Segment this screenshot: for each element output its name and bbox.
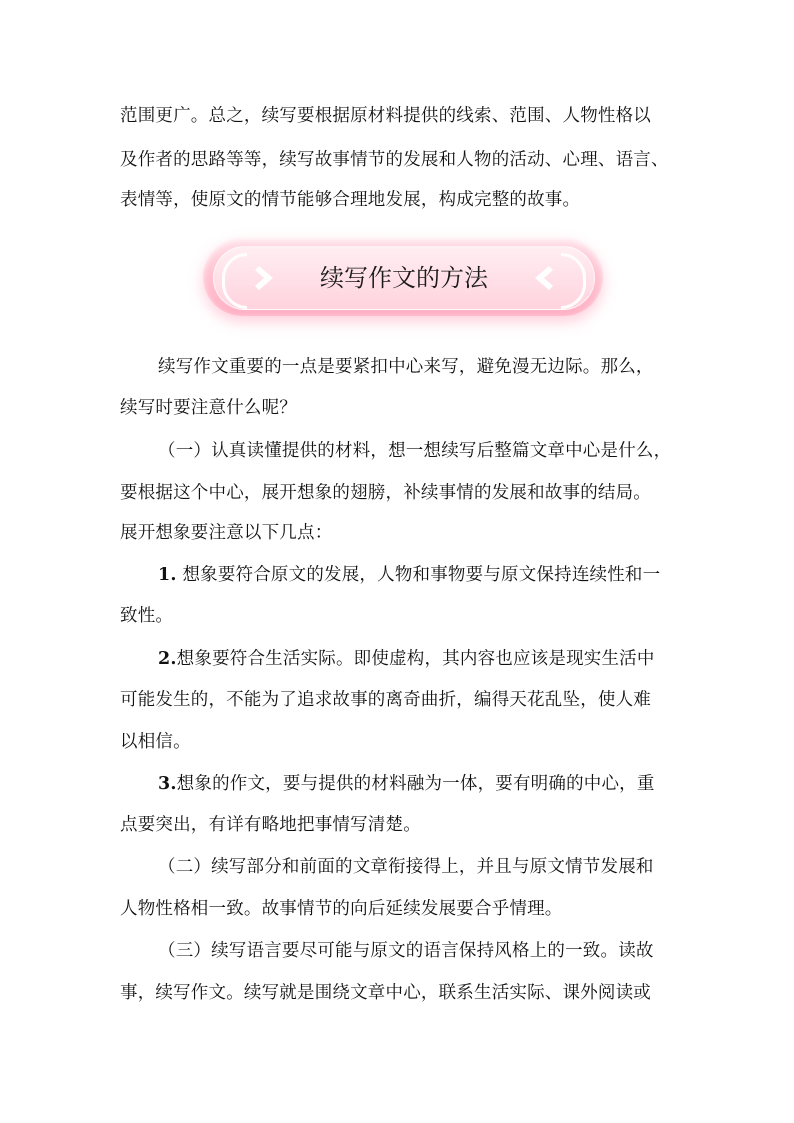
section-banner xyxy=(203,238,603,316)
banner-inner xyxy=(213,246,595,310)
p3-line-2: 人物性格相一致。故事情节的向后延续发展要合乎情理。 xyxy=(120,899,563,919)
intro-line-3: 表情等，使原文的情节能够合理地发展，构成完整的故事。 xyxy=(120,190,581,210)
item3-line-1 xyxy=(158,770,655,798)
p2-line-2: 要根据这个中心，展开想象的翅膀，补续事情的发展和故事的结局。 xyxy=(120,483,651,503)
item2-text: 想象要符合生活实际。即使虚构，其内容也应该是现实生活中 xyxy=(176,649,655,669)
item3-text: 想象的作文，要与提供的材料融为一体，要有明确的中心，重 xyxy=(176,774,655,794)
section-title: 续写作文的方法 xyxy=(320,264,488,292)
p1-line-2: 续写时要注意什么呢？ xyxy=(120,398,297,418)
p2-line-3: 展开想象要注意以下几点： xyxy=(120,523,333,543)
p4-line-1: （三）续写语言要尽可能与原文的语言保持风格上的一致。读故 xyxy=(158,941,654,961)
item2-line-1 xyxy=(158,645,655,673)
item3-number: 3. xyxy=(158,774,177,794)
p2-line-1: （一）认真读懂提供的材料，想一想续写后整篇文章中心是什么， xyxy=(158,441,672,461)
item2-line-2: 可能发生的，不能为了追求故事的离奇曲折，编得天花乱坠，使人难 xyxy=(120,690,651,710)
intro-line-2: 及作者的思路等等，续写故事情节的发展和人物的活动、心理、语言、 xyxy=(120,150,669,170)
item2-line-3: 以相信。 xyxy=(120,732,191,752)
p4-line-2: 事，续写作文。续写就是围绕文章中心，联系生活实际、课外阅读或 xyxy=(120,983,651,1003)
item1-line-2: 致性。 xyxy=(120,606,174,626)
p3-line-1: （二）续写部分和前面的文章衔接得上，并且与原文情节发展和 xyxy=(158,857,654,877)
p1-line-1: 续写作文重要的一点是要紧扣中心来写，避免漫无边际。那么， xyxy=(158,357,654,377)
item1-number: 1. xyxy=(158,565,177,585)
item3-line-2: 点要突出，有详有略地把事情写清楚。 xyxy=(120,815,421,835)
item1-text: 想象要符合原文的发展，人物和事物要与原文保持连续性和一 xyxy=(182,565,661,585)
item2-number: 2. xyxy=(158,649,177,669)
item1-line-1 xyxy=(158,561,660,589)
intro-line-1: 范围更广。总之，续写要根据原材料提供的线索、范围、人物性格以 xyxy=(120,106,651,126)
